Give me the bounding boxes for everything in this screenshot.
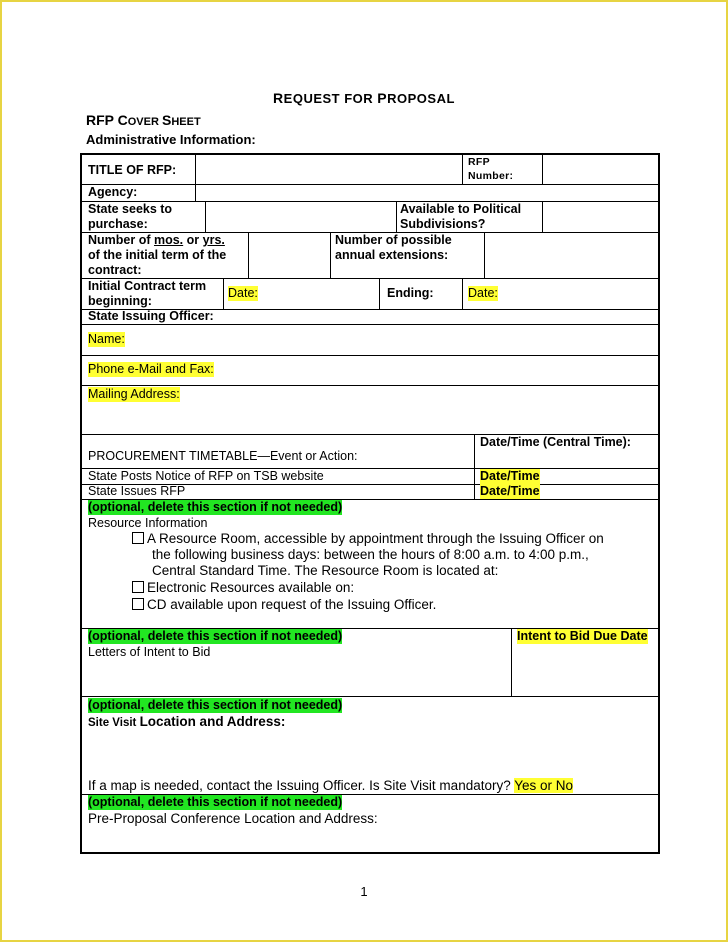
- posts-notice-label: State Posts Notice of RFP on TSB website: [88, 469, 324, 483]
- optional-note: (optional, delete this section if not needed): [88, 698, 343, 712]
- resource-room-location: Central Standard Time. The Resource Room is located at:: [152, 563, 499, 578]
- initial-term-label-3: contract:: [88, 263, 142, 277]
- mandatory-answer-field[interactable]: Yes or No: [514, 778, 574, 793]
- col-divider: [396, 201, 397, 232]
- col-divider: [205, 201, 206, 232]
- col-divider: [462, 155, 463, 184]
- cd-option: CD available upon request of the Issuing Officer.: [132, 597, 436, 613]
- extensions-label-2: annual extensions:: [335, 248, 449, 262]
- col-divider: [484, 232, 485, 278]
- political-subdivisions-label: Available to Political: [400, 202, 522, 216]
- col-divider: [248, 232, 249, 278]
- contract-term-label: Initial Contract term: [88, 279, 207, 293]
- issuing-officer-label: State Issuing Officer:: [88, 309, 214, 323]
- resource-room-option: A Resource Room, accessible by appointment through the Issuing Officer on: [132, 531, 604, 547]
- col-divider: [542, 155, 543, 184]
- timetable-label: PROCUREMENT TIMETABLE—Event or Action:: [88, 449, 358, 463]
- issues-rfp-datetime[interactable]: Date/Time: [480, 484, 540, 498]
- ending-label: Ending:: [387, 286, 434, 300]
- row-divider: [82, 355, 658, 356]
- end-date-field[interactable]: Date:: [468, 286, 498, 300]
- issues-rfp-label: State Issues RFP: [88, 484, 186, 498]
- col-divider: [195, 155, 196, 201]
- col-divider: [542, 201, 543, 232]
- checkbox[interactable]: [132, 598, 144, 610]
- title-of-rfp-label: TITLE OF RFP:: [88, 163, 177, 177]
- resource-info-label: Resource Information: [88, 516, 208, 530]
- extensions-label: Number of possible: [335, 233, 452, 247]
- row-divider: [82, 184, 658, 185]
- col-divider: [462, 278, 463, 309]
- checkbox[interactable]: [132, 532, 144, 544]
- col-divider: [511, 628, 512, 696]
- optional-note: (optional, delete this section if not needed): [88, 629, 343, 643]
- name-field[interactable]: Name:: [88, 332, 125, 346]
- rfp-number-label-2: Number:: [468, 170, 514, 182]
- initial-term-label-2: of the initial term of the: [88, 248, 227, 262]
- start-date-field[interactable]: Date:: [228, 286, 258, 300]
- site-visit-map-note: If a map is needed, contact the Issuing Officer. Is Site Visit mandatory? Yes or No: [88, 778, 574, 793]
- row-divider: [82, 696, 658, 697]
- electronic-resources-option: Electronic Resources available on:: [132, 580, 354, 596]
- mailing-address-field[interactable]: Mailing Address:: [88, 387, 180, 401]
- posts-notice-datetime[interactable]: Date/Time: [480, 469, 540, 483]
- initial-term-label: Number of mos. or yrs.: [88, 233, 225, 247]
- rfp-number-label: RFP: [468, 156, 490, 168]
- page-title: REQUEST FOR PROPOSAL: [273, 90, 455, 106]
- col-divider: [330, 232, 331, 278]
- col-divider: [474, 434, 475, 499]
- rfp-cover-form: [80, 153, 660, 854]
- phone-email-fax-field[interactable]: Phone e-Mail and Fax:: [88, 362, 214, 376]
- contract-term-label-2: beginning:: [88, 294, 152, 308]
- site-visit-label: Site Visit Location and Address:: [88, 714, 286, 729]
- intent-due-date-field[interactable]: Intent to Bid Due Date: [517, 629, 648, 643]
- datetime-header: Date/Time (Central Time):: [480, 435, 631, 449]
- admin-info-heading: Administrative Information:: [86, 132, 256, 147]
- state-seeks-label: State seeks to: [88, 202, 173, 216]
- row-divider: [82, 385, 658, 386]
- col-divider: [379, 278, 380, 309]
- optional-note: (optional, delete this section if not needed): [88, 500, 343, 514]
- checkbox[interactable]: [132, 581, 144, 593]
- resource-room-days: the following business days: between the hours of 8:00 a.m. to 4:00 p.m.,: [152, 547, 589, 562]
- row-divider: [82, 324, 658, 325]
- optional-note: (optional, delete this section if not needed): [88, 795, 343, 809]
- agency-label: Agency:: [88, 185, 138, 199]
- col-divider: [223, 278, 224, 309]
- page-number: 1: [360, 884, 368, 899]
- letters-of-intent-label: Letters of Intent to Bid: [88, 645, 211, 659]
- state-seeks-label-2: purchase:: [88, 217, 148, 231]
- preproposal-label: Pre-Proposal Conference Location and Address:: [88, 811, 378, 826]
- cover-sheet-heading: RFP COVER SHEET: [86, 112, 201, 128]
- political-subdivisions-label-2: Subdivisions?: [400, 217, 486, 231]
